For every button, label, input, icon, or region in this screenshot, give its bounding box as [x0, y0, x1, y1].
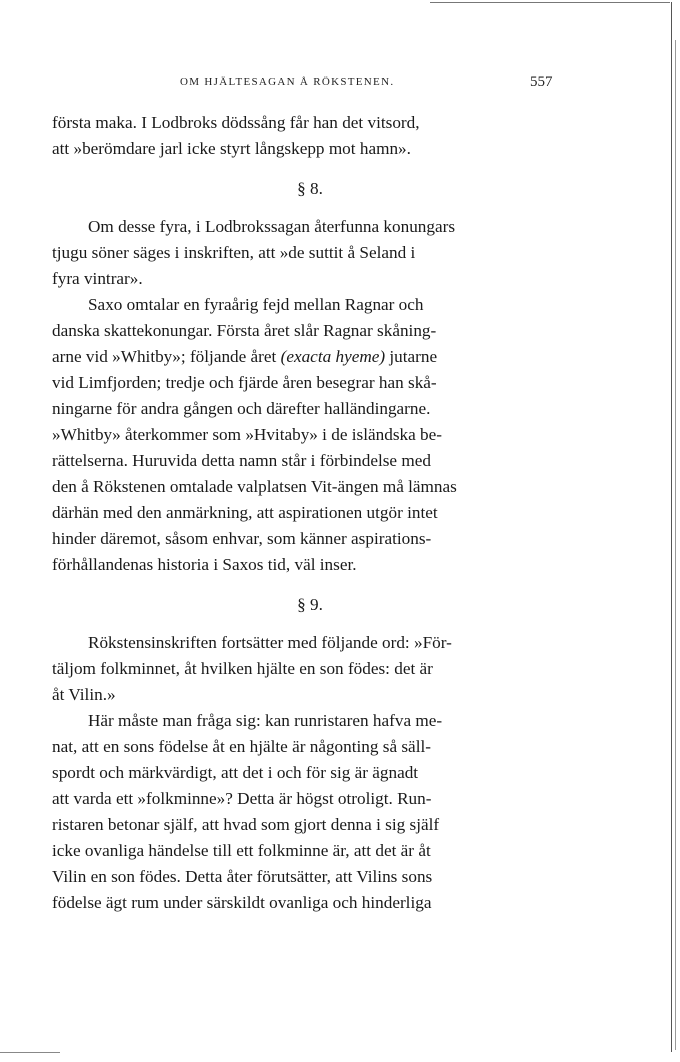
- text-line: födelse ägt rum under särskildt ovanliga och hinderliga: [52, 893, 432, 912]
- text-segment: arne vid »Whitby»; följande året: [52, 347, 277, 366]
- text-line: att »berömdare jarl icke styrt långskepp mot hamn».: [52, 139, 411, 158]
- text-line: täljom folkminnet, åt hvilken hjälte en son födes: det är: [52, 659, 433, 678]
- text-line: [52, 344, 560, 370]
- page-edge-right-inner: [675, 40, 676, 1050]
- text-line: att varda ett »folkminne»? Detta är högst otroligt. Run-: [52, 789, 432, 808]
- text-line: spordt och märkvärdigt, att det i och för sig är ägnadt: [52, 763, 419, 782]
- paragraph-5: [52, 708, 560, 916]
- text-line: nat, att en sons födelse åt en hjälte är någonting så säll-: [52, 737, 431, 756]
- paragraph-2: [52, 214, 560, 292]
- text-line: ningarne för andra gången och därefter halländingarne.: [52, 399, 431, 418]
- text-line: tjugu söner säges i inskriften, att »de suttit å Seland i: [52, 243, 416, 262]
- text-line: »Whitby» återkommer som »Hvitaby» i de isländska be-: [52, 425, 442, 444]
- text-line: Saxo omtalar en fyraårig fejd mellan Ragnar och: [88, 295, 424, 314]
- text-segment: jutarne: [389, 347, 438, 366]
- text-line: Rökstensinskriften fortsätter med följande ord: »För-: [88, 633, 452, 652]
- text-line: därhän med den anmärkning, att aspirationen utgör intet: [52, 503, 438, 522]
- text-line: hinder däremot, såsom enhvar, som känner aspirations-: [52, 529, 432, 548]
- latin-phrase: (exacta hyeme): [280, 347, 386, 366]
- section-heading-9: § 9.: [297, 595, 323, 614]
- running-title: OM HJÄLTESAGAN Å RÖKSTENEN.: [180, 76, 395, 88]
- text-line: åt Vilin.»: [52, 685, 116, 704]
- text-line: icke ovanliga händelse till ett folkminne är, att det är åt: [52, 841, 431, 860]
- page-edge-bottom: [0, 1052, 60, 1053]
- text-line: förhållandenas historia i Saxos tid, väl inser.: [52, 555, 357, 574]
- paragraph-1: [52, 110, 560, 162]
- text-line: vid Limfjorden; tredje och fjärde åren besegrar han skå-: [52, 373, 437, 392]
- page-edge-right: [671, 2, 672, 1052]
- page-edge-top: [430, 2, 670, 3]
- page-text: [52, 110, 560, 916]
- section-heading-8: § 8.: [297, 179, 323, 198]
- text-line: den å Rökstenen omtalade valplatsen Vit-ängen må lämnas: [52, 477, 457, 496]
- text-line: rättelserna. Huruvida detta namn står i förbindelse med: [52, 451, 431, 470]
- paragraph-4: [52, 630, 560, 708]
- text-line: Här måste man fråga sig: kan runristaren hafva me-: [88, 711, 443, 730]
- text-line: första maka. I Lodbroks dödssång får han det vitsord,: [52, 113, 420, 132]
- text-line: ristaren betonar själf, att hvad som gjort denna i sig själf: [52, 815, 440, 834]
- text-line: danska skattekonungar. Första året slår Ragnar skåning-: [52, 321, 437, 340]
- text-line: Om desse fyra, i Lodbrokssagan återfunna konungars: [88, 217, 456, 236]
- text-line: fyra vintrar».: [52, 269, 143, 288]
- text-line: Vilin en son födes. Detta åter förutsätter, att Vilins sons: [52, 867, 433, 886]
- paragraph-3: [52, 292, 560, 578]
- page-number: 557: [530, 74, 553, 90]
